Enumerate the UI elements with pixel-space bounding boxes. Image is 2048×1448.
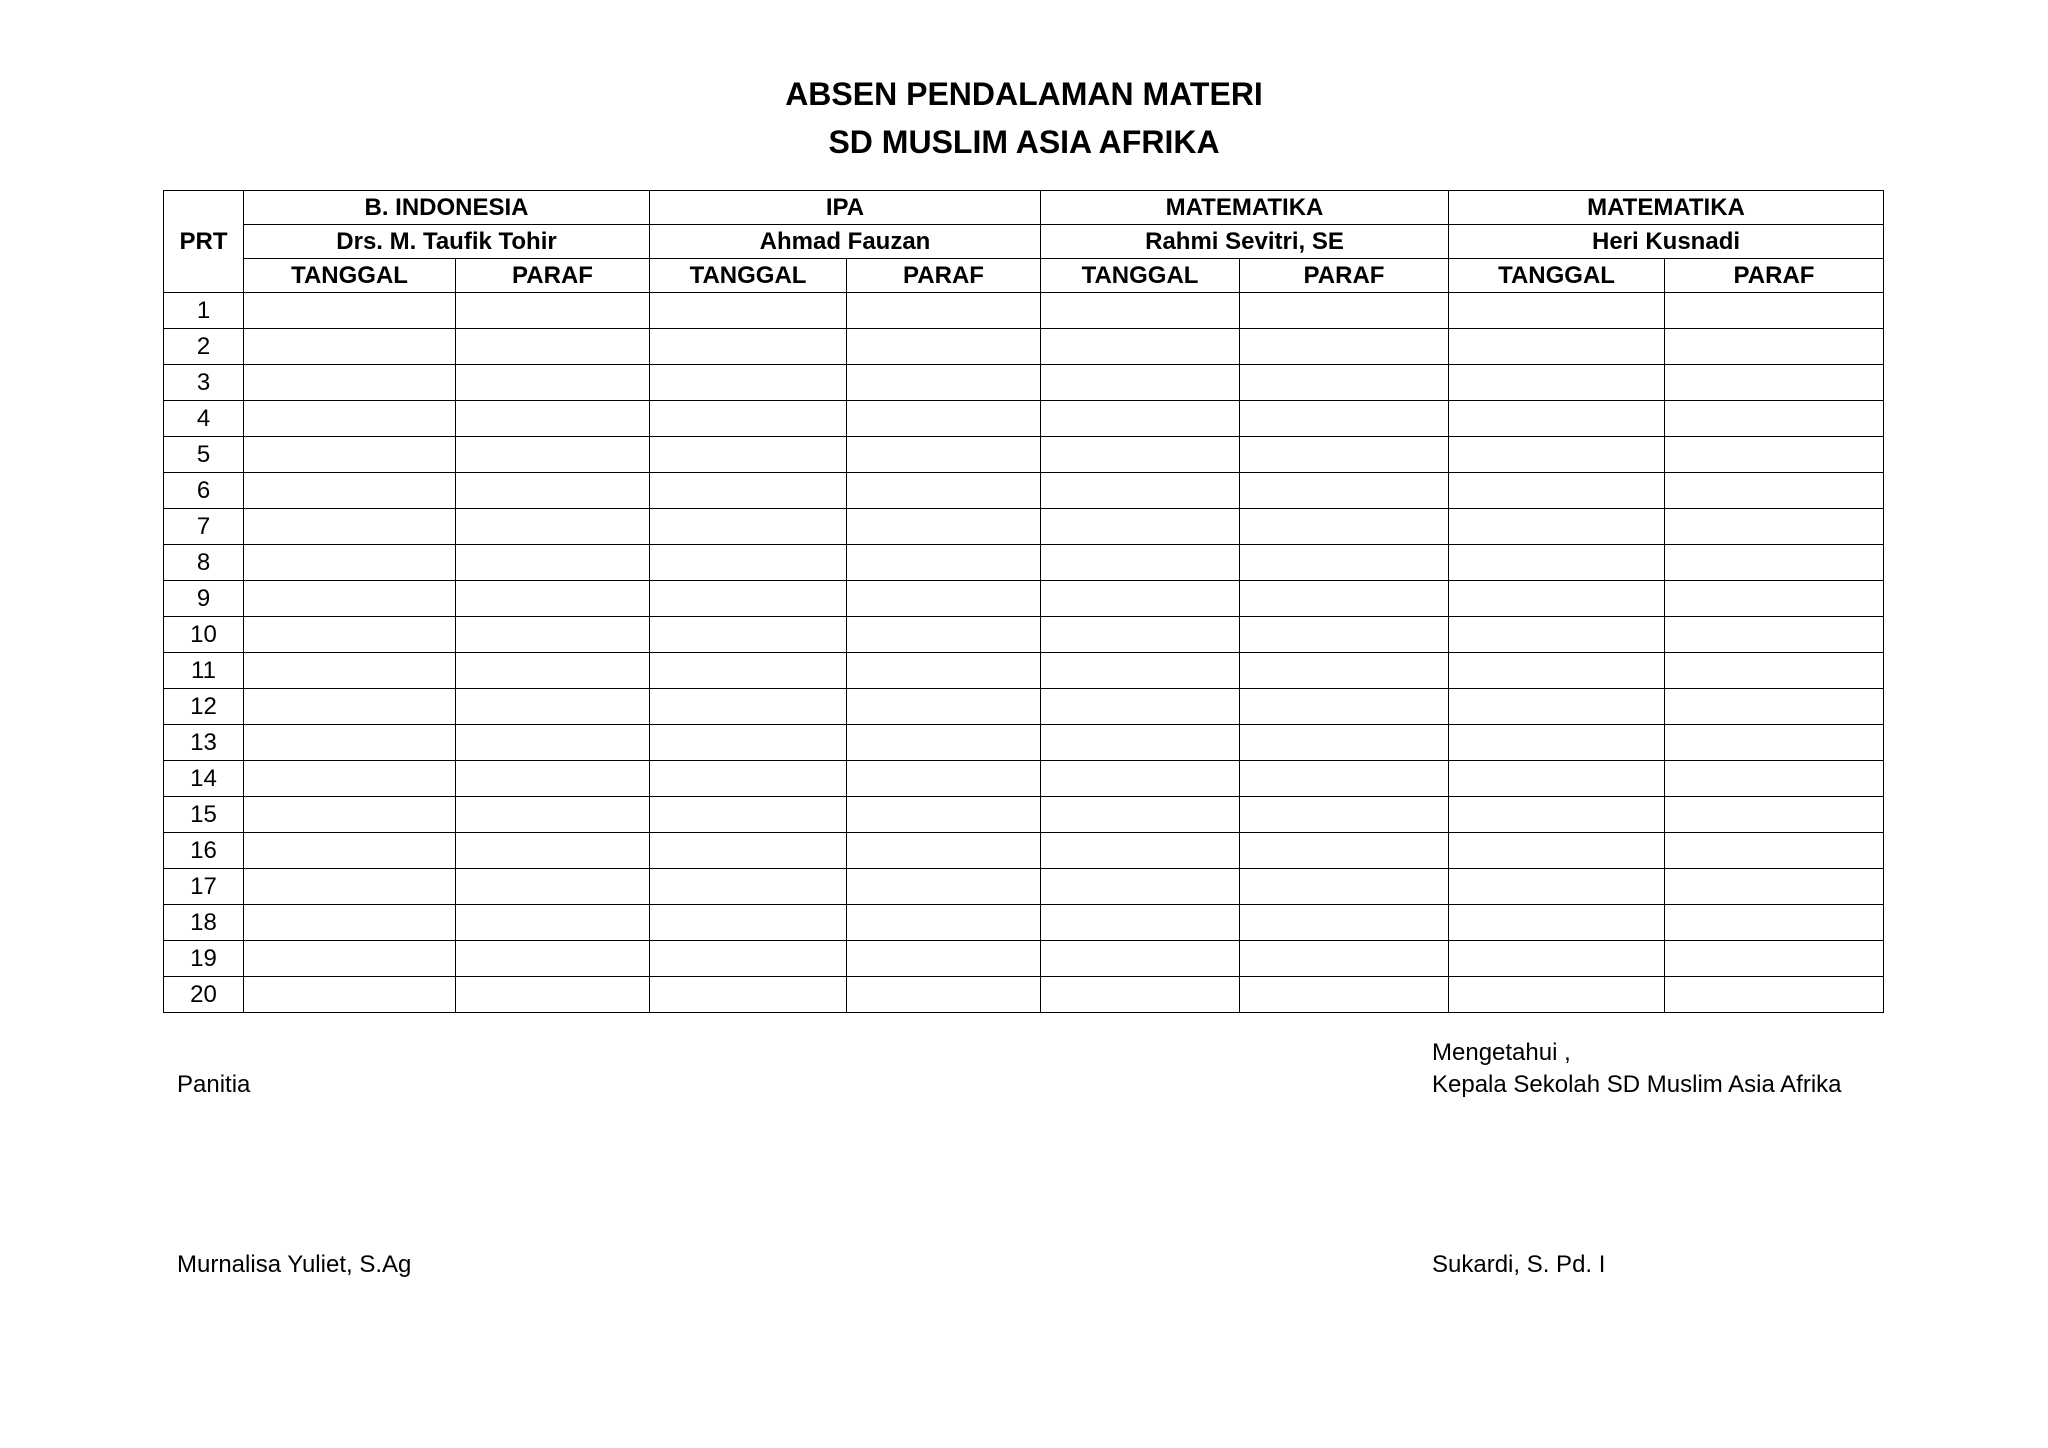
table-row bbox=[164, 725, 1884, 761]
tanggal-cell bbox=[1041, 977, 1240, 1013]
paraf-cell bbox=[1665, 833, 1884, 869]
paraf-cell bbox=[456, 401, 650, 437]
tanggal-cell bbox=[1449, 437, 1665, 473]
paraf-cell bbox=[847, 293, 1041, 329]
committee-label: Panitia bbox=[177, 1071, 251, 1098]
row-number: 4 bbox=[164, 401, 244, 437]
paraf-cell bbox=[1665, 617, 1884, 653]
paraf-cell bbox=[847, 545, 1041, 581]
tanggal-header: TANGGAL bbox=[1041, 259, 1240, 293]
tanggal-cell bbox=[244, 617, 456, 653]
prt-header: PRT bbox=[164, 191, 244, 293]
tanggal-cell bbox=[650, 581, 847, 617]
row-number: 5 bbox=[164, 437, 244, 473]
paraf-cell bbox=[1240, 797, 1449, 833]
tanggal-cell bbox=[244, 977, 456, 1013]
tanggal-cell bbox=[244, 761, 456, 797]
paraf-cell bbox=[456, 905, 650, 941]
paraf-cell bbox=[456, 473, 650, 509]
tanggal-cell bbox=[1041, 761, 1240, 797]
table-row bbox=[164, 509, 1884, 545]
tanggal-cell bbox=[1041, 437, 1240, 473]
paraf-cell bbox=[1240, 689, 1449, 725]
tanggal-cell bbox=[1449, 941, 1665, 977]
paraf-cell bbox=[1665, 689, 1884, 725]
paraf-cell bbox=[847, 437, 1041, 473]
paraf-cell bbox=[1240, 941, 1449, 977]
tanggal-cell bbox=[244, 473, 456, 509]
paraf-cell bbox=[847, 689, 1041, 725]
tanggal-cell bbox=[650, 833, 847, 869]
tanggal-cell bbox=[244, 581, 456, 617]
tanggal-cell bbox=[244, 329, 456, 365]
principal-title: Kepala Sekolah SD Muslim Asia Afrika bbox=[1432, 1071, 1842, 1098]
paraf-cell bbox=[847, 473, 1041, 509]
paraf-cell bbox=[456, 941, 650, 977]
paraf-cell bbox=[847, 653, 1041, 689]
tanggal-cell bbox=[1041, 869, 1240, 905]
paraf-cell bbox=[456, 689, 650, 725]
tanggal-cell bbox=[1449, 617, 1665, 653]
school-name: SD MUSLIM ASIA AFRIKA bbox=[828, 124, 1220, 160]
tanggal-cell bbox=[1449, 473, 1665, 509]
paraf-cell bbox=[847, 977, 1041, 1013]
row-number: 16 bbox=[164, 833, 244, 869]
paraf-cell bbox=[456, 653, 650, 689]
tanggal-cell bbox=[1449, 689, 1665, 725]
tanggal-cell bbox=[650, 473, 847, 509]
paraf-cell bbox=[456, 617, 650, 653]
paraf-cell bbox=[847, 761, 1041, 797]
row-number: 11 bbox=[164, 653, 244, 689]
table-row bbox=[164, 329, 1884, 365]
row-number: 9 bbox=[164, 581, 244, 617]
tanggal-cell bbox=[1449, 401, 1665, 437]
paraf-cell bbox=[847, 329, 1041, 365]
paraf-header: PARAF bbox=[456, 259, 650, 293]
tanggal-header: TANGGAL bbox=[1449, 259, 1665, 293]
paraf-cell bbox=[1665, 437, 1884, 473]
row-number: 8 bbox=[164, 545, 244, 581]
table-row bbox=[164, 833, 1884, 869]
tanggal-cell bbox=[244, 833, 456, 869]
tanggal-cell bbox=[1041, 833, 1240, 869]
tanggal-cell bbox=[650, 401, 847, 437]
row-number: 6 bbox=[164, 473, 244, 509]
paraf-cell bbox=[1665, 653, 1884, 689]
tanggal-cell bbox=[1041, 689, 1240, 725]
row-number: 19 bbox=[164, 941, 244, 977]
tanggal-cell bbox=[1449, 365, 1665, 401]
paraf-cell bbox=[1240, 833, 1449, 869]
paraf-cell bbox=[1665, 905, 1884, 941]
paraf-cell bbox=[1665, 725, 1884, 761]
tanggal-cell bbox=[1041, 725, 1240, 761]
paraf-cell bbox=[1665, 365, 1884, 401]
table-row bbox=[164, 761, 1884, 797]
paraf-cell bbox=[1240, 869, 1449, 905]
tanggal-cell bbox=[1041, 473, 1240, 509]
document-title: ABSEN PENDALAMAN MATERI bbox=[785, 76, 1263, 112]
table-row bbox=[164, 977, 1884, 1013]
tanggal-header: TANGGAL bbox=[650, 259, 847, 293]
row-number: 2 bbox=[164, 329, 244, 365]
tanggal-cell bbox=[1449, 869, 1665, 905]
committee-signatory: Murnalisa Yuliet, S.Ag bbox=[177, 1251, 412, 1278]
paraf-header: PARAF bbox=[1665, 259, 1884, 293]
tanggal-cell bbox=[650, 761, 847, 797]
tanggal-cell bbox=[1041, 365, 1240, 401]
tanggal-cell bbox=[650, 905, 847, 941]
paraf-cell bbox=[1240, 473, 1449, 509]
tanggal-cell bbox=[650, 437, 847, 473]
tanggal-cell bbox=[650, 725, 847, 761]
tanggal-cell bbox=[1449, 581, 1665, 617]
tanggal-cell bbox=[650, 545, 847, 581]
tanggal-cell bbox=[244, 941, 456, 977]
teacher-header: Rahmi Sevitri, SE bbox=[1041, 225, 1449, 259]
row-number: 17 bbox=[164, 869, 244, 905]
subject-header: MATEMATIKA bbox=[1041, 191, 1449, 225]
tanggal-cell bbox=[1041, 329, 1240, 365]
tanggal-cell bbox=[650, 617, 847, 653]
paraf-cell bbox=[847, 365, 1041, 401]
tanggal-cell bbox=[1041, 509, 1240, 545]
teacher-header: Heri Kusnadi bbox=[1449, 225, 1884, 259]
row-number: 18 bbox=[164, 905, 244, 941]
paraf-cell bbox=[847, 797, 1041, 833]
paraf-cell bbox=[1240, 329, 1449, 365]
tanggal-cell bbox=[1449, 509, 1665, 545]
table-row bbox=[164, 617, 1884, 653]
table-row bbox=[164, 941, 1884, 977]
paraf-cell bbox=[1665, 869, 1884, 905]
principal-signatory: Sukardi, S. Pd. I bbox=[1432, 1251, 1606, 1278]
table-row bbox=[164, 473, 1884, 509]
row-number: 15 bbox=[164, 797, 244, 833]
tanggal-cell bbox=[650, 689, 847, 725]
teacher-header: Drs. M. Taufik Tohir bbox=[244, 225, 650, 259]
paraf-cell bbox=[847, 581, 1041, 617]
paraf-cell bbox=[847, 833, 1041, 869]
tanggal-cell bbox=[1041, 617, 1240, 653]
tanggal-cell bbox=[244, 905, 456, 941]
paraf-cell bbox=[847, 617, 1041, 653]
tanggal-cell bbox=[244, 725, 456, 761]
paraf-cell bbox=[847, 509, 1041, 545]
paraf-cell bbox=[456, 365, 650, 401]
paraf-cell bbox=[456, 581, 650, 617]
tanggal-cell bbox=[650, 977, 847, 1013]
paraf-cell bbox=[456, 725, 650, 761]
tanggal-cell bbox=[1449, 293, 1665, 329]
paraf-cell bbox=[456, 761, 650, 797]
paraf-cell bbox=[456, 833, 650, 869]
acknowledged-label: Mengetahui , bbox=[1432, 1039, 1571, 1066]
paraf-cell bbox=[1665, 473, 1884, 509]
tanggal-cell bbox=[244, 509, 456, 545]
tanggal-cell bbox=[244, 689, 456, 725]
tanggal-cell bbox=[650, 293, 847, 329]
tanggal-cell bbox=[1041, 545, 1240, 581]
table-row bbox=[164, 653, 1884, 689]
tanggal-cell bbox=[244, 545, 456, 581]
table-row bbox=[164, 869, 1884, 905]
table-row bbox=[164, 365, 1884, 401]
tanggal-cell bbox=[650, 941, 847, 977]
paraf-cell bbox=[1240, 581, 1449, 617]
paraf-cell bbox=[1665, 761, 1884, 797]
table-row bbox=[164, 401, 1884, 437]
paraf-cell bbox=[1240, 437, 1449, 473]
attendance-table bbox=[163, 190, 1884, 1013]
subject-header: B. INDONESIA bbox=[244, 191, 650, 225]
table-row bbox=[164, 797, 1884, 833]
paraf-cell bbox=[1240, 905, 1449, 941]
table-row bbox=[164, 545, 1884, 581]
teacher-header: Ahmad Fauzan bbox=[650, 225, 1041, 259]
tanggal-cell bbox=[1449, 797, 1665, 833]
paraf-cell bbox=[1665, 509, 1884, 545]
paraf-cell bbox=[1240, 617, 1449, 653]
tanggal-cell bbox=[650, 797, 847, 833]
paraf-cell bbox=[847, 725, 1041, 761]
tanggal-cell bbox=[244, 365, 456, 401]
paraf-cell bbox=[847, 869, 1041, 905]
table-row bbox=[164, 905, 1884, 941]
subject-header: IPA bbox=[650, 191, 1041, 225]
row-number: 12 bbox=[164, 689, 244, 725]
row-number: 14 bbox=[164, 761, 244, 797]
tanggal-cell bbox=[1041, 797, 1240, 833]
tanggal-cell bbox=[244, 653, 456, 689]
paraf-cell bbox=[456, 869, 650, 905]
paraf-cell bbox=[1240, 761, 1449, 797]
tanggal-cell bbox=[1041, 581, 1240, 617]
paraf-cell bbox=[1240, 545, 1449, 581]
paraf-cell bbox=[1665, 329, 1884, 365]
tanggal-cell bbox=[1041, 905, 1240, 941]
tanggal-cell bbox=[1449, 761, 1665, 797]
row-number: 10 bbox=[164, 617, 244, 653]
paraf-header: PARAF bbox=[847, 259, 1041, 293]
teacher-header-row bbox=[164, 225, 1884, 259]
tanggal-cell bbox=[650, 329, 847, 365]
tanggal-cell bbox=[650, 869, 847, 905]
tanggal-cell bbox=[1041, 941, 1240, 977]
paraf-cell bbox=[847, 401, 1041, 437]
paraf-cell bbox=[1665, 401, 1884, 437]
tanggal-cell bbox=[1449, 977, 1665, 1013]
paraf-cell bbox=[456, 977, 650, 1013]
row-number: 3 bbox=[164, 365, 244, 401]
paraf-cell bbox=[1240, 725, 1449, 761]
row-number: 20 bbox=[164, 977, 244, 1013]
paraf-cell bbox=[1665, 977, 1884, 1013]
row-number: 1 bbox=[164, 293, 244, 329]
tanggal-cell bbox=[1449, 905, 1665, 941]
tanggal-cell bbox=[650, 509, 847, 545]
tanggal-cell bbox=[1041, 293, 1240, 329]
tanggal-cell bbox=[1449, 329, 1665, 365]
table-row bbox=[164, 689, 1884, 725]
tanggal-cell bbox=[1041, 401, 1240, 437]
tanggal-cell bbox=[650, 365, 847, 401]
paraf-cell bbox=[1240, 401, 1449, 437]
paraf-cell bbox=[456, 545, 650, 581]
paraf-cell bbox=[1665, 941, 1884, 977]
paraf-header: PARAF bbox=[1240, 259, 1449, 293]
paraf-cell bbox=[847, 941, 1041, 977]
column-header-row bbox=[164, 259, 1884, 293]
tanggal-cell bbox=[244, 869, 456, 905]
paraf-cell bbox=[456, 293, 650, 329]
paraf-cell bbox=[847, 905, 1041, 941]
paraf-cell bbox=[456, 509, 650, 545]
paraf-cell bbox=[1240, 293, 1449, 329]
tanggal-cell bbox=[1449, 653, 1665, 689]
tanggal-cell bbox=[1449, 833, 1665, 869]
paraf-cell bbox=[456, 437, 650, 473]
tanggal-cell bbox=[244, 437, 456, 473]
tanggal-header: TANGGAL bbox=[244, 259, 456, 293]
tanggal-cell bbox=[650, 653, 847, 689]
tanggal-cell bbox=[1449, 725, 1665, 761]
paraf-cell bbox=[1665, 581, 1884, 617]
paraf-cell bbox=[1665, 797, 1884, 833]
subject-header: MATEMATIKA bbox=[1449, 191, 1884, 225]
paraf-cell bbox=[1240, 509, 1449, 545]
paraf-cell bbox=[1665, 293, 1884, 329]
paraf-cell bbox=[1665, 545, 1884, 581]
paraf-cell bbox=[1240, 365, 1449, 401]
subject-header-row bbox=[164, 191, 1884, 225]
paraf-cell bbox=[1240, 653, 1449, 689]
table-row bbox=[164, 437, 1884, 473]
tanggal-cell bbox=[1041, 653, 1240, 689]
paraf-cell bbox=[1240, 977, 1449, 1013]
tanggal-cell bbox=[244, 797, 456, 833]
paraf-cell bbox=[456, 329, 650, 365]
row-number: 7 bbox=[164, 509, 244, 545]
paraf-cell bbox=[456, 797, 650, 833]
table-row bbox=[164, 581, 1884, 617]
tanggal-cell bbox=[1449, 545, 1665, 581]
tanggal-cell bbox=[244, 401, 456, 437]
table-row bbox=[164, 293, 1884, 329]
row-number: 13 bbox=[164, 725, 244, 761]
tanggal-cell bbox=[244, 293, 456, 329]
